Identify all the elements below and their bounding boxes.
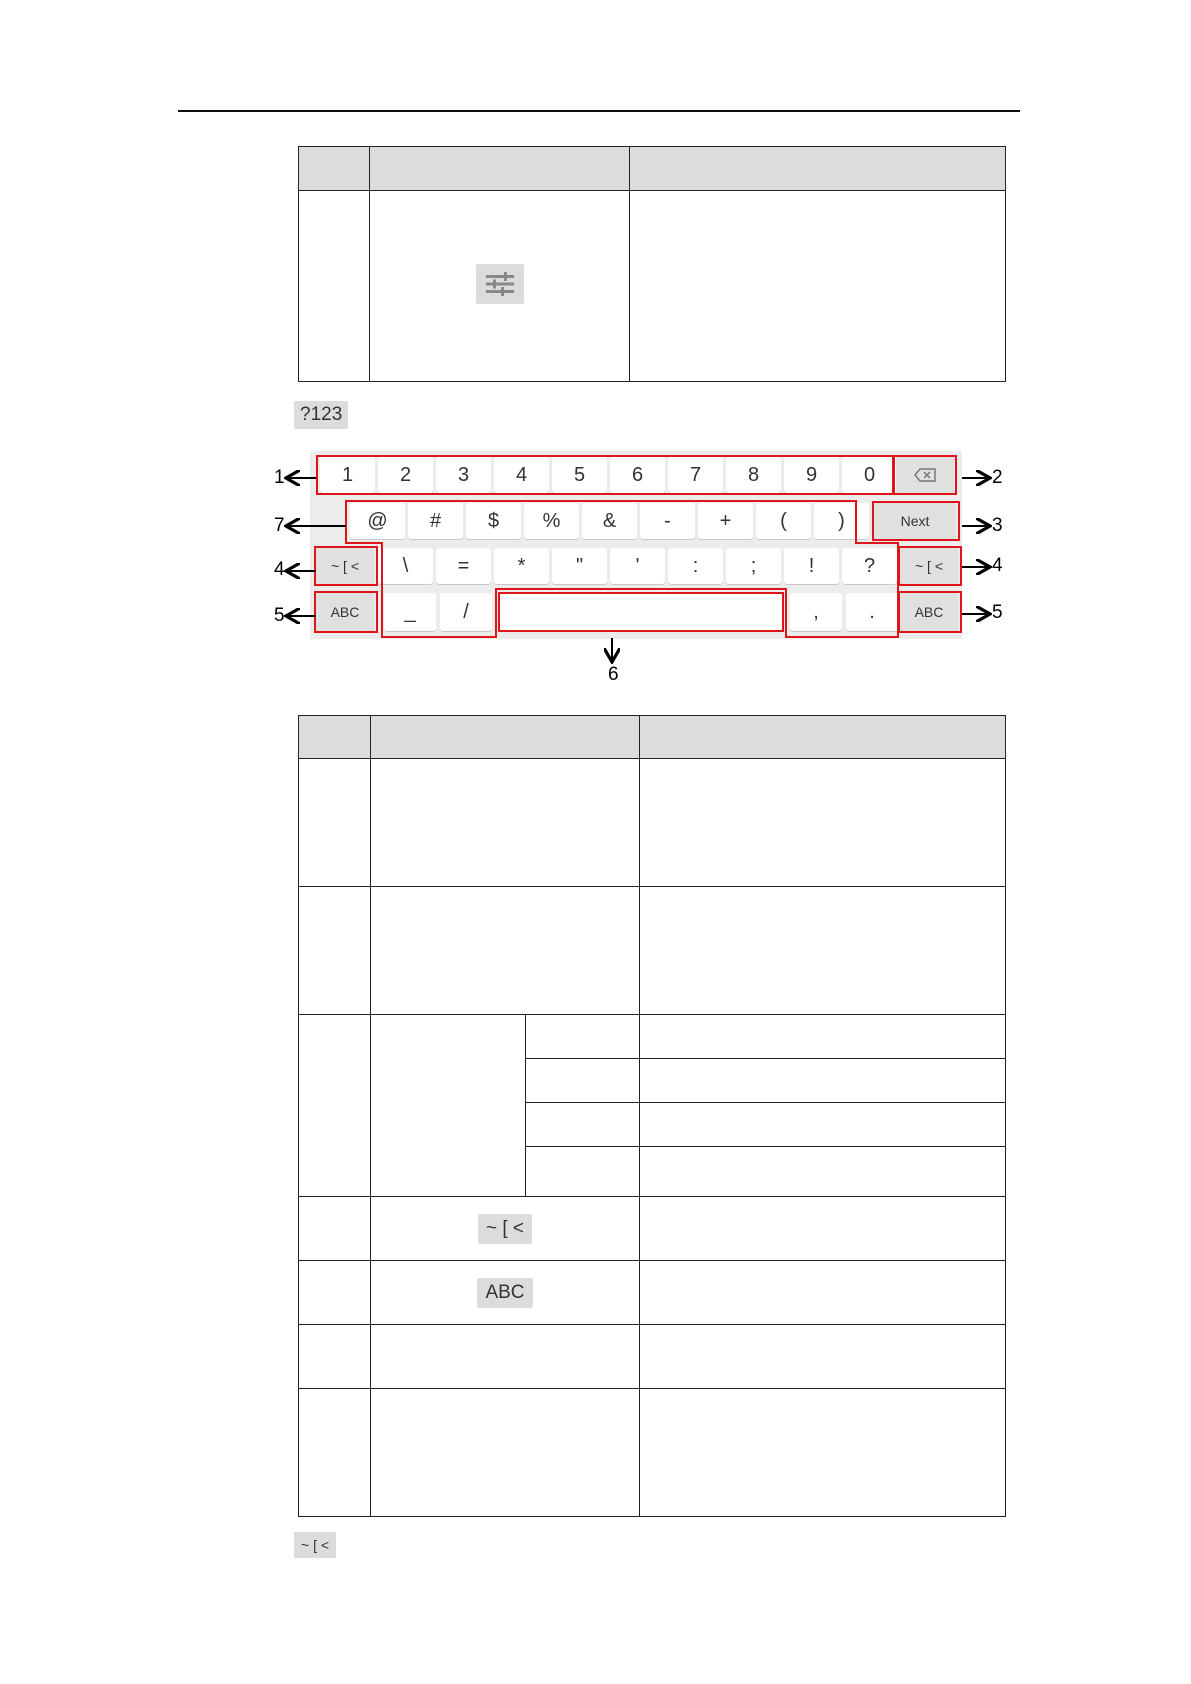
abc-key-left[interactable]: ABC <box>316 593 374 631</box>
digit-key[interactable]: 7 <box>668 457 723 493</box>
symbol-key[interactable]: ) <box>814 503 869 539</box>
digit-key[interactable]: 6 <box>610 457 665 493</box>
symbol-toggle-key-right[interactable]: ~ [ < <box>900 548 958 584</box>
callout-3: 3 <box>992 515 1003 536</box>
symbol-key[interactable]: * <box>494 548 549 584</box>
bottom-symbol-toggle-chip: ~ [ < <box>294 1532 336 1558</box>
symbol-key[interactable]: ' <box>610 548 665 584</box>
symbol-toggle-key-left[interactable]: ~ [ < <box>316 548 374 584</box>
digit-key[interactable]: 8 <box>726 457 781 493</box>
numeric-toggle-chip: ?123 <box>294 401 348 429</box>
callout-4-right: 4 <box>992 555 1003 576</box>
symbol-key[interactable]: + <box>698 503 753 539</box>
callout-2: 2 <box>992 467 1003 488</box>
symbol-key[interactable]: - <box>640 503 695 539</box>
symbol-key[interactable]: ? <box>842 548 897 584</box>
symbol-key[interactable]: ; <box>726 548 781 584</box>
symbol-key[interactable]: . <box>846 593 898 631</box>
callout-1: 1 <box>274 467 285 488</box>
symbol-key[interactable]: _ <box>384 593 436 631</box>
digit-key[interactable]: 1 <box>320 457 375 493</box>
symbol-key[interactable]: & <box>582 503 637 539</box>
symbol-key[interactable]: : <box>668 548 723 584</box>
digit-key[interactable]: 5 <box>552 457 607 493</box>
symbol-key[interactable]: \ <box>378 548 433 584</box>
abc-chip: ABC <box>477 1278 532 1308</box>
symbol-key[interactable]: # <box>408 503 463 539</box>
next-key[interactable]: Next <box>874 503 956 539</box>
symbol-key[interactable]: " <box>552 548 607 584</box>
symbol-key[interactable]: @ <box>350 503 405 539</box>
symbol-toggle-chip: ~ [ < <box>478 1214 532 1244</box>
digit-key[interactable]: 0 <box>842 457 897 493</box>
symbol-key[interactable]: ! <box>784 548 839 584</box>
symbol-key[interactable]: / <box>440 593 492 631</box>
symbol-key[interactable]: ( <box>756 503 811 539</box>
digit-key[interactable]: 3 <box>436 457 491 493</box>
symbol-key[interactable]: % <box>524 503 579 539</box>
callout-5-right: 5 <box>992 602 1003 623</box>
symbol-key[interactable]: $ <box>466 503 521 539</box>
callout-7: 7 <box>274 515 285 536</box>
symbol-key[interactable]: = <box>436 548 491 584</box>
callout-6: 6 <box>608 664 619 685</box>
digit-key[interactable]: 4 <box>494 457 549 493</box>
callout-4-left: 4 <box>274 559 285 580</box>
digit-key[interactable]: 2 <box>378 457 433 493</box>
abc-key-right[interactable]: ABC <box>900 593 958 631</box>
symbol-key[interactable]: , <box>790 593 842 631</box>
callout-5-left: 5 <box>274 605 285 626</box>
digit-key[interactable]: 9 <box>784 457 839 493</box>
